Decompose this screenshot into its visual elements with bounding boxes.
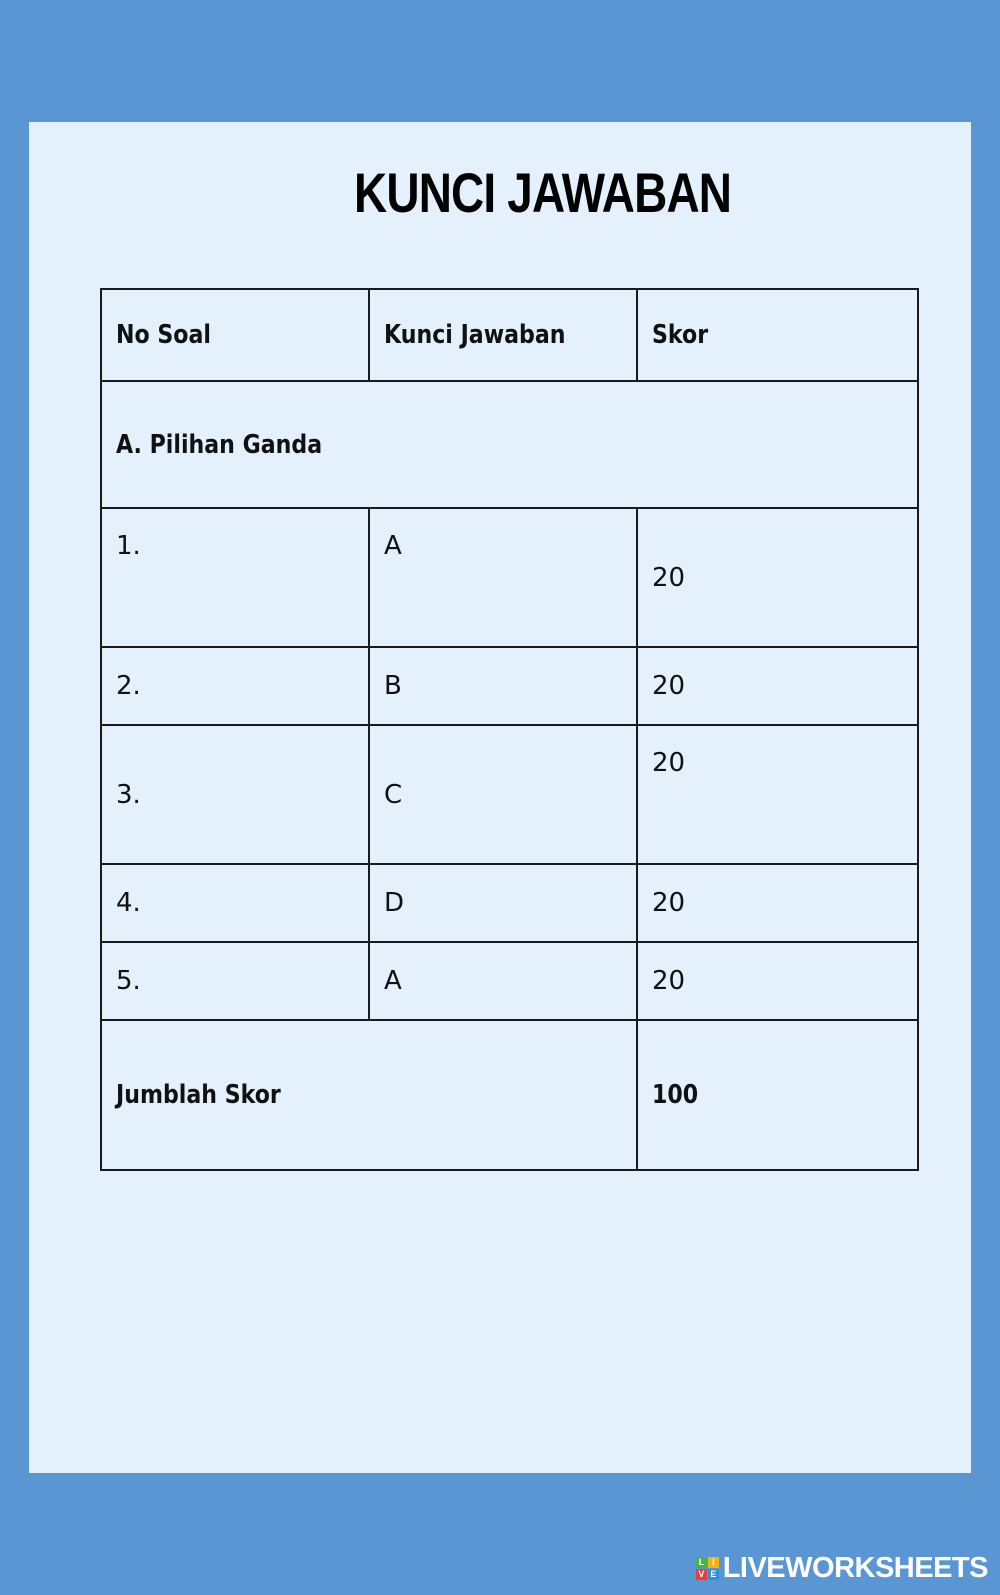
total-label: Jumblah Skor <box>101 1020 637 1170</box>
table-row <box>101 942 918 1020</box>
liveworksheets-brand[interactable] <box>696 1552 988 1585</box>
cell-score: 20 <box>637 508 918 647</box>
answer-key-table <box>100 288 919 1171</box>
logo-letter-l: L <box>696 1557 707 1568</box>
table-row <box>101 508 918 647</box>
page-title: KUNCI JAWABAN <box>354 161 732 224</box>
logo-letter-i: I <box>708 1557 719 1568</box>
cell-no: 5. <box>101 942 369 1020</box>
logo-letter-e: E <box>708 1569 719 1580</box>
table-header-row <box>101 289 918 381</box>
cell-answer: C <box>369 725 637 864</box>
logo-letter-v: V <box>696 1569 707 1580</box>
cell-answer: A <box>369 942 637 1020</box>
header-skor: Skor <box>637 289 918 381</box>
table-row <box>101 864 918 942</box>
table-row <box>101 725 918 864</box>
cell-no: 1. <box>101 508 369 647</box>
cell-no: 2. <box>101 647 369 725</box>
cell-answer: B <box>369 647 637 725</box>
cell-score: 20 <box>637 647 918 725</box>
header-no-soal: No Soal <box>101 289 369 381</box>
cell-no: 3. <box>101 725 369 864</box>
brand-name: LIVEWORKSHEETS <box>722 1552 988 1584</box>
cell-no: 4. <box>101 864 369 942</box>
total-value: 100 <box>637 1020 918 1170</box>
cell-answer: D <box>369 864 637 942</box>
table-row <box>101 647 918 725</box>
total-row <box>101 1020 918 1170</box>
cell-score: 20 <box>637 725 918 864</box>
cell-score: 20 <box>637 864 918 942</box>
liveworksheets-logo-icon <box>696 1557 719 1580</box>
section-label: A. Pilihan Ganda <box>101 381 918 508</box>
cell-answer: A <box>369 508 637 647</box>
header-kunci-jawaban: Kunci Jawaban <box>369 289 637 381</box>
cell-score: 20 <box>637 942 918 1020</box>
section-row <box>101 381 918 508</box>
